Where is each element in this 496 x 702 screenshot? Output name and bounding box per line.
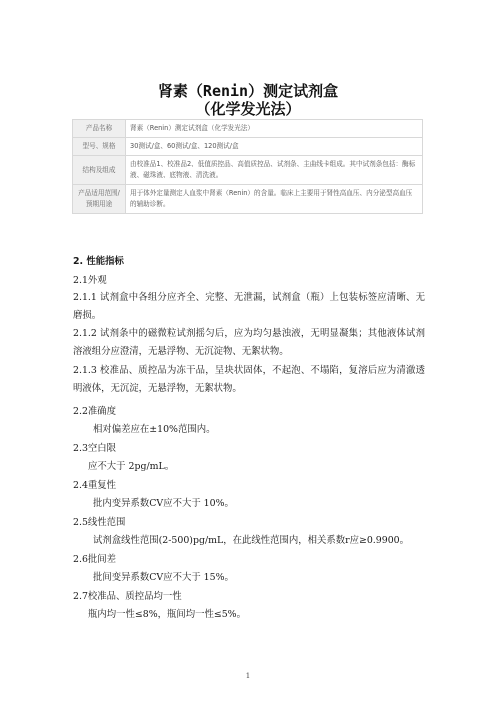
section-heading: 2. 性能指标: [73, 256, 124, 267]
row-label: 产品名称: [73, 120, 126, 138]
subsection-heading: 2.3空白限: [73, 443, 117, 454]
paragraph: 试剂盒线性范围(2-500)pg/mL，在此线性范围内，相关系数r应≥0.9900。: [93, 535, 410, 546]
paragraph: 批内变异系数CV应不大于 10%。: [93, 498, 234, 509]
paragraph: 瓶内均一性≤8%，瓶间均一性≤5%。: [88, 609, 246, 620]
table-row: [73, 120, 423, 138]
row-label: 产品适用范围/预期用途: [73, 185, 126, 214]
subsection-heading: 2.1外观: [73, 275, 107, 286]
row-value: 用于体外定量测定人血浆中肾素（Renin）的含量。临床上主要用于肾性高血压、内分泌型高血压的辅助诊断。: [126, 185, 423, 214]
table-row: [73, 138, 423, 156]
subsection-heading: 2.2准确度: [73, 406, 117, 417]
subsection-heading: 2.4重复性: [73, 480, 117, 491]
row-value: 30测试/盒、60测试/盒、120测试/盒: [126, 138, 423, 156]
paragraph: 应不大于 2pg/mL。: [88, 461, 175, 472]
table-row: [73, 185, 423, 214]
subsection-heading: 2.5线性范围: [73, 517, 126, 528]
subsection-heading: 2.6批间差: [73, 554, 117, 565]
table-row: [73, 156, 423, 185]
row-label: 结构及组成: [73, 156, 126, 185]
document-title: 肾素（Renin）测定试剂盒: [157, 82, 339, 100]
paragraph: 2.1.1 试剂盒中各组分应齐全、完整、无泄漏，试剂盒（瓶）上包装标签应清晰、无磨损。: [73, 292, 425, 321]
page-number: 1: [245, 672, 251, 680]
subsection-heading: 2.7校准品、质控品均一性: [73, 591, 182, 602]
row-label: 型号、规格: [73, 138, 126, 156]
row-value: 肾素（Renin）测定试剂盒（化学发光法）: [126, 120, 423, 138]
paragraph: 相对偏差应在±10%范围内。: [93, 424, 216, 435]
paragraph: 2.1.3 校准品、质控品为冻干品，呈块状固体，不起泡、不塌陷，复溶后应为清澈透明液体，无沉淀，无悬浮物，无絮状物。: [73, 365, 425, 394]
paragraph: 批间变异系数CV应不大于 15%。: [93, 572, 234, 583]
row-value: 由校准品1、校准品2、低值质控品、高值质控品、试剂条、主曲线卡组成。其中试剂条包括：酶标液、磁珠液、底物液、清洗液。: [126, 156, 423, 185]
paragraph: 2.1.2 试剂条中的磁微粒试剂摇匀后，应为均匀悬浊液，无明显凝集；其他液体试剂溶液组分应澄清，无悬浮物、无沉淀物、无絮状物。: [73, 328, 425, 357]
product-info-table: [72, 119, 423, 214]
document-subtitle: （化学发光法）: [195, 100, 301, 118]
